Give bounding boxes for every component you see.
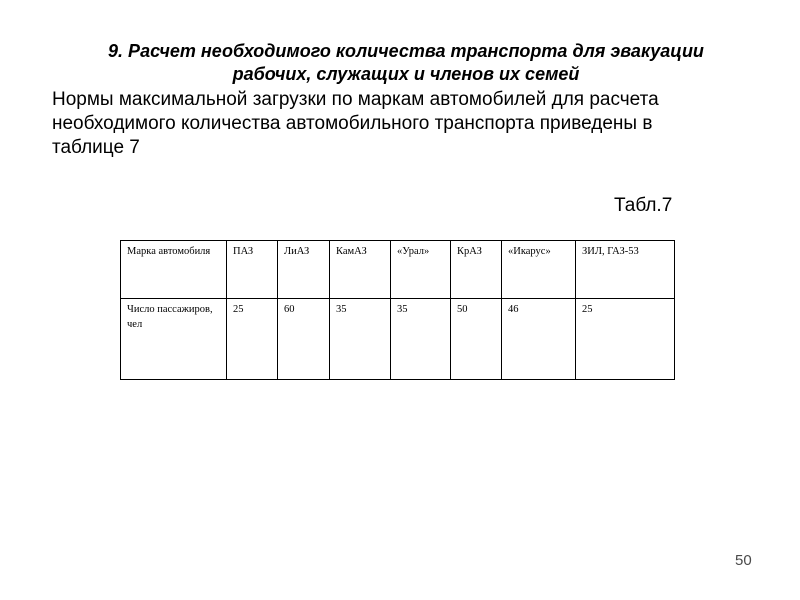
slide-heading-line-1: 9. Расчет необходимого количества транспорта для эвакуации [108, 41, 704, 61]
page-number: 50 [735, 552, 752, 569]
intro-paragraph [52, 88, 742, 160]
brand-cell: ЛиАЗ [278, 241, 330, 299]
passenger-cell: 25 [576, 299, 675, 380]
slide-heading-line-2: рабочих, служащих и членов их семей [232, 64, 580, 84]
intro-line-1: Нормы максимальной загрузки по маркам автомобилей для расчета [52, 89, 659, 110]
vehicle-capacity-table [120, 240, 675, 380]
row-header-passengers: Число пассажиров, чел [121, 299, 227, 380]
passenger-cell: 46 [502, 299, 576, 380]
intro-line-3: таблице 7 [52, 137, 140, 158]
table-row-passengers [121, 299, 675, 380]
brand-cell: КамАЗ [330, 241, 391, 299]
passenger-cell: 35 [391, 299, 451, 380]
brand-cell: «Икарус» [502, 241, 576, 299]
brand-cell: КрАЗ [451, 241, 502, 299]
table-caption: Табл.7 [614, 195, 673, 216]
row-header-brand: Марка автомобиля [121, 241, 227, 299]
brand-cell: ПАЗ [227, 241, 278, 299]
intro-line-2: необходимого количества автомобильного транспорта приведены в [52, 113, 653, 134]
table-row-brand [121, 241, 675, 299]
passenger-cell: 35 [330, 299, 391, 380]
passenger-cell: 50 [451, 299, 502, 380]
slide-heading [60, 40, 752, 86]
passenger-cell: 60 [278, 299, 330, 380]
passenger-cell: 25 [227, 299, 278, 380]
brand-cell: «Урал» [391, 241, 451, 299]
brand-cell: ЗИЛ, ГАЗ-53 [576, 241, 675, 299]
